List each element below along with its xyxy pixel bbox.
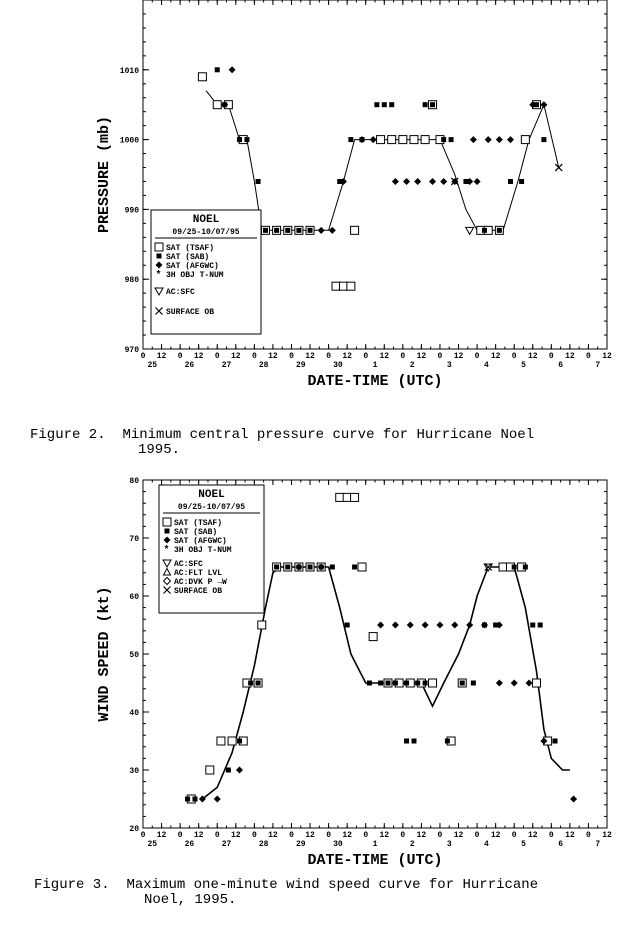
x-hour-label: 12 [342, 831, 352, 840]
x-day-label: 25 [147, 361, 158, 370]
x-day-label: 29 [295, 361, 306, 370]
x-hour-label: 12 [416, 831, 427, 840]
x-hour-label: 0 [586, 352, 591, 361]
data-point [553, 739, 558, 744]
data-point [429, 178, 436, 185]
data-point [237, 739, 242, 744]
data-point [217, 737, 225, 745]
y-tick-label: 980 [124, 276, 139, 286]
legend-marker: * [155, 270, 162, 282]
x-day-label: 30 [333, 361, 343, 370]
x-hour-label: 12 [565, 831, 575, 840]
x-hour-label: 12 [379, 352, 390, 361]
y-axis-title: WIND SPEED (kt) [96, 586, 113, 722]
x-day-label: 6 [558, 361, 564, 370]
x-hour-label: 12 [527, 831, 538, 840]
data-point [507, 136, 514, 143]
x-hour-label: 0 [437, 831, 443, 840]
x-hour-label: 12 [342, 352, 352, 361]
x-day-label: 7 [595, 361, 601, 370]
legend-item-label: AC:SFC [166, 288, 195, 297]
x-hour-label: 0 [140, 831, 146, 840]
data-point [497, 228, 502, 233]
data-point [214, 796, 221, 803]
x-hour-label: 0 [363, 352, 369, 361]
y-tick-label: 70 [129, 535, 139, 544]
data-point [410, 136, 418, 144]
data-point [466, 227, 474, 234]
legend-marker: * [163, 545, 170, 557]
data-point [385, 681, 390, 686]
data-point [403, 178, 410, 185]
x-hour-label: 12 [453, 831, 464, 840]
data-point [329, 227, 336, 234]
series-ac-sfc [466, 227, 474, 234]
x-hour-label: 12 [379, 831, 390, 840]
y-tick-label: 1010 [119, 66, 139, 76]
x-hour-label: 12 [156, 831, 167, 840]
data-point [422, 622, 429, 629]
data-point [521, 136, 529, 144]
data-point [336, 493, 344, 501]
series-sat-sab- [215, 67, 547, 233]
x-day-label: 26 [184, 361, 195, 370]
data-point [367, 681, 372, 686]
x-hour-label: 0 [326, 831, 332, 840]
legend-title: NOEL [192, 214, 220, 226]
x-hour-label: 12 [565, 352, 575, 361]
legend [159, 485, 264, 613]
x-hour-label: 0 [140, 352, 146, 361]
legend-item-label: AC:DVK P →W [174, 578, 227, 587]
figure-3 [0, 470, 635, 908]
data-point [285, 565, 290, 570]
x-hour-label: 12 [230, 831, 241, 840]
data-point [429, 679, 437, 687]
x-day-label: 1 [372, 361, 378, 370]
data-point [532, 679, 540, 687]
data-point [248, 681, 253, 686]
x-hour-label: 12 [193, 831, 204, 840]
data-point [378, 681, 383, 686]
data-point [530, 623, 535, 628]
caption-text-2: 1995. [138, 442, 181, 458]
data-point [236, 767, 243, 774]
data-point [377, 622, 384, 629]
x-hour-label: 12 [305, 831, 315, 840]
x-day-label: 4 [483, 361, 489, 370]
data-point [343, 493, 351, 501]
data-point [256, 179, 261, 184]
data-point [392, 178, 399, 185]
x-day-label: 6 [558, 840, 564, 849]
x-day-label: 26 [184, 840, 195, 849]
x-day-label: 27 [221, 361, 232, 370]
pressure-chart [0, 0, 635, 420]
y-tick-label: 990 [124, 206, 139, 216]
legend-item-label: SURFACE OB [166, 308, 215, 317]
data-point [296, 228, 301, 233]
data-point [540, 101, 547, 108]
data-point [404, 681, 409, 686]
x-day-label: 2 [409, 361, 415, 370]
data-point [308, 565, 313, 570]
y-axis-title: PRESSURE (mb) [96, 115, 113, 234]
legend-item-label: SURFACE OB [174, 587, 223, 596]
x-hour-label: 12 [193, 352, 204, 361]
data-point [496, 680, 503, 687]
x-hour-label: 12 [602, 831, 612, 840]
data-point [348, 137, 353, 142]
data-point [229, 66, 236, 73]
data-point [382, 102, 387, 107]
data-point [351, 493, 359, 501]
data-point [358, 563, 366, 571]
x-hour-label: 0 [474, 352, 480, 361]
x-hour-label: 12 [305, 352, 315, 361]
legend-marker [155, 243, 163, 251]
x-day-label: 5 [521, 840, 526, 849]
legend-item-label: 3H OBJ T-NUM [174, 546, 232, 555]
x-hour-label: 0 [548, 352, 554, 361]
y-tick-label: 80 [129, 477, 139, 486]
legend-item-label: SAT (SAB) [174, 528, 218, 537]
x-hour-label: 0 [177, 352, 183, 361]
y-tick-label: 40 [129, 709, 139, 718]
data-point [339, 282, 347, 290]
legend-item-label: SAT (AFGWC) [166, 262, 219, 271]
caption-label: Figure 2. [30, 427, 106, 443]
data-point [436, 622, 443, 629]
data-point [332, 282, 340, 290]
data-point [392, 622, 399, 629]
x-day-label: 3 [446, 361, 452, 370]
data-point [192, 797, 197, 802]
x-hour-label: 12 [268, 831, 278, 840]
caption-text: Maximum one-minute wind speed curve for Hurricane [126, 877, 539, 893]
data-point [263, 228, 268, 233]
data-point [237, 137, 242, 142]
legend-marker [165, 529, 170, 534]
x-hour-label: 0 [548, 831, 554, 840]
data-point [404, 739, 409, 744]
data-point [470, 136, 477, 143]
x-day-label: 4 [483, 840, 489, 849]
data-point [345, 623, 350, 628]
caption-text: Minimum central pressure curve for Hurricane Noel [122, 427, 535, 443]
data-point [496, 136, 503, 143]
legend-item-label: SAT (TSAF) [174, 519, 223, 528]
data-point [206, 766, 214, 774]
legend-item-label: 3H OBJ T-NUM [166, 271, 224, 280]
data-point [445, 739, 450, 744]
y-tick-label: 30 [129, 767, 139, 776]
legend-item-label: SAT (AFGWC) [174, 537, 227, 546]
data-point [538, 623, 543, 628]
data-point [508, 179, 513, 184]
data-point [523, 565, 528, 570]
data-point [460, 681, 465, 686]
x-hour-label: 0 [326, 352, 332, 361]
data-point [399, 136, 407, 144]
data-point [511, 680, 518, 687]
data-point [352, 565, 357, 570]
legend-dates: 09/25-10/07/95 [172, 228, 240, 237]
x-hour-label: 12 [453, 352, 464, 361]
data-point [377, 136, 385, 144]
y-tick-label: 50 [129, 651, 139, 660]
data-point [414, 178, 421, 185]
legend [151, 210, 261, 334]
legend-item-label: SAT (SAB) [166, 253, 210, 262]
data-point [541, 137, 546, 142]
data-point [570, 796, 577, 803]
x-hour-label: 12 [527, 352, 538, 361]
data-point [370, 136, 377, 143]
data-point [441, 137, 446, 142]
legend-marker [163, 518, 171, 526]
data-point [285, 228, 290, 233]
data-point [482, 228, 487, 233]
x-day-label: 28 [258, 840, 269, 849]
data-point [430, 102, 435, 107]
x-hour-label: 12 [602, 352, 612, 361]
data-point [519, 179, 524, 184]
data-point [388, 136, 396, 144]
data-point [485, 136, 492, 143]
x-hour-label: 0 [474, 831, 480, 840]
x-axis-title: DATE-TIME (UTC) [307, 852, 443, 869]
x-hour-label: 12 [268, 352, 278, 361]
data-point [198, 73, 206, 81]
x-day-label: 28 [258, 361, 269, 370]
wind-chart [0, 470, 635, 880]
x-hour-label: 12 [230, 352, 241, 361]
data-point [369, 633, 377, 641]
x-hour-label: 12 [416, 352, 427, 361]
legend-item-label: SAT (TSAF) [166, 244, 215, 253]
x-day-label: 3 [446, 840, 452, 849]
data-point [411, 739, 416, 744]
data-point [256, 681, 261, 686]
x-day-label: 30 [333, 840, 343, 849]
data-point [421, 136, 429, 144]
data-point [389, 102, 394, 107]
x-hour-label: 0 [289, 352, 294, 361]
best-track-line [206, 91, 559, 231]
caption-label: Figure 3. [34, 877, 110, 893]
x-hour-label: 0 [363, 831, 369, 840]
data-point [393, 681, 398, 686]
legend-marker [157, 254, 162, 259]
x-hour-label: 0 [511, 352, 517, 361]
data-point [318, 227, 325, 234]
series-sat-afgwc- [221, 66, 547, 234]
data-point [555, 164, 562, 171]
y-tick-label: 60 [129, 593, 139, 602]
data-point [466, 622, 473, 629]
x-day-label: 2 [409, 840, 415, 849]
data-point [351, 226, 359, 234]
x-hour-label: 12 [490, 831, 501, 840]
legend-item-label: AC:SFC [174, 560, 203, 569]
data-point [407, 622, 414, 629]
x-hour-label: 12 [156, 352, 167, 361]
data-point [415, 681, 420, 686]
data-point [423, 681, 428, 686]
caption-text-2: Noel, 1995. [144, 892, 237, 908]
x-hour-label: 0 [251, 831, 257, 840]
data-point [213, 101, 221, 109]
data-point [451, 622, 458, 629]
data-point [226, 768, 231, 773]
x-hour-label: 0 [289, 831, 294, 840]
x-day-label: 7 [595, 840, 601, 849]
figure-2 [0, 0, 635, 458]
data-point [274, 565, 279, 570]
x-axis-title: DATE-TIME (UTC) [307, 373, 443, 390]
data-point [185, 797, 190, 802]
x-hour-label: 0 [177, 831, 183, 840]
legend-dates: 09/25-10/07/95 [177, 503, 246, 512]
data-point [440, 178, 447, 185]
data-point [308, 228, 313, 233]
data-point [258, 621, 266, 629]
data-point [512, 565, 517, 570]
data-point [499, 563, 507, 571]
figure-3-caption [34, 878, 538, 908]
data-point [423, 102, 428, 107]
x-hour-label: 0 [214, 831, 220, 840]
x-day-label: 27 [221, 840, 232, 849]
data-point [215, 67, 220, 72]
data-point [474, 178, 481, 185]
x-day-label: 5 [521, 361, 526, 370]
x-hour-label: 0 [400, 831, 406, 840]
data-point [374, 102, 379, 107]
x-hour-label: 0 [437, 352, 443, 361]
y-tick-label: 1000 [119, 136, 139, 146]
data-point [526, 680, 533, 687]
x-hour-label: 12 [490, 352, 501, 361]
x-hour-label: 0 [251, 352, 257, 361]
data-point [449, 137, 454, 142]
x-hour-label: 0 [511, 831, 517, 840]
legend-item-label: AC:FLT LVL [174, 569, 223, 578]
data-point [244, 137, 249, 142]
data-point [274, 228, 279, 233]
y-tick-label: 970 [124, 346, 139, 355]
x-day-label: 29 [295, 840, 306, 849]
y-tick-label: 20 [129, 825, 139, 834]
x-hour-label: 0 [586, 831, 591, 840]
data-point [347, 282, 355, 290]
x-hour-label: 0 [400, 352, 406, 361]
data-point [471, 681, 476, 686]
data-point [228, 737, 236, 745]
x-day-label: 25 [147, 840, 158, 849]
x-hour-label: 0 [214, 352, 220, 361]
x-day-label: 1 [372, 840, 378, 849]
data-point [330, 565, 335, 570]
figure-2-caption [30, 428, 534, 458]
legend-title: NOEL [198, 489, 225, 501]
